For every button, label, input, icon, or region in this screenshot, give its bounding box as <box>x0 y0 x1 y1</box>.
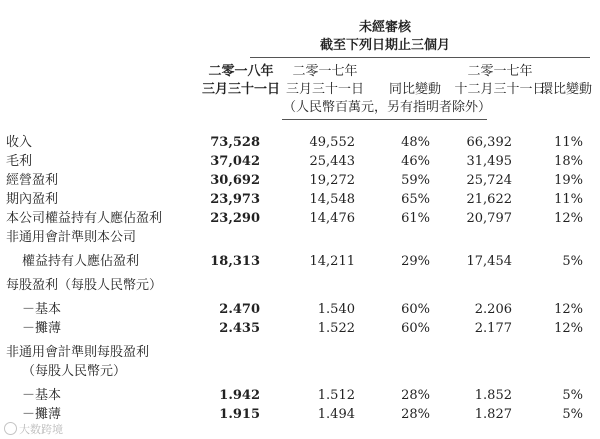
row-label: 非通用會計準則每股盈利 <box>6 345 150 360</box>
table-title: 未經審核 <box>358 20 411 35</box>
cell-c2: 49,552 <box>309 135 355 150</box>
cell-c1: 23,973 <box>210 192 260 207</box>
cell-c5: 11% <box>554 135 583 150</box>
cell-c1: 37,042 <box>210 154 260 169</box>
cell-c3: 28% <box>401 388 430 403</box>
row-label: 非通用會計準則本公司 <box>6 230 137 245</box>
cell-c4: 1.852 <box>474 388 512 403</box>
row-label: －基本 <box>22 302 62 317</box>
cell-c4: 31,495 <box>466 154 512 169</box>
cell-c1: 2.435 <box>219 321 260 336</box>
cell-c3: 28% <box>401 407 430 422</box>
cell-c1: 1.942 <box>219 388 260 403</box>
row-label: （每股人民幣元） <box>22 364 127 379</box>
cell-c5: 18% <box>554 154 583 169</box>
cell-c1: 2.470 <box>219 302 260 317</box>
cell-c2: 1.494 <box>317 407 355 422</box>
col4-header-line1: 二零一七年 <box>467 64 533 79</box>
cell-c3: 60% <box>401 321 430 336</box>
col2-header-line1: 二零一七年 <box>292 64 358 79</box>
cell-c5: 5% <box>562 388 583 403</box>
cell-c1: 18,313 <box>210 254 260 269</box>
cell-c4: 1.827 <box>474 407 512 422</box>
unit-rule <box>282 119 487 120</box>
cell-c4: 25,724 <box>466 173 512 188</box>
cell-c2: 14,548 <box>309 192 355 207</box>
cell-c5: 12% <box>554 321 583 336</box>
row-label: 經營盈利 <box>6 173 59 188</box>
cell-c5: 19% <box>554 173 583 188</box>
unit-note: （人民幣百萬元，另有指明者除外） <box>282 100 491 115</box>
watermark-text: 大数跨境 <box>19 423 63 436</box>
cell-c2: 19,272 <box>309 173 355 188</box>
row-label: －基本 <box>22 388 62 403</box>
col2-header-line2: 三月三十一日 <box>285 82 364 97</box>
cell-c3: 61% <box>401 211 430 226</box>
row-label: 權益持有人應佔盈利 <box>22 254 140 269</box>
col3-header: 同比變動 <box>388 82 441 97</box>
cell-c3: 60% <box>401 302 430 317</box>
cell-c1: 30,692 <box>210 173 260 188</box>
cell-c5: 11% <box>554 192 583 207</box>
cell-c4: 66,392 <box>466 135 512 150</box>
table-period: 截至下列日期止三個月 <box>319 38 450 53</box>
row-label: －攤薄 <box>22 321 62 336</box>
cell-c3: 48% <box>401 135 430 150</box>
header-rule <box>250 57 590 58</box>
cell-c2: 25,443 <box>309 154 355 169</box>
cell-c2: 14,211 <box>309 254 355 269</box>
cell-c1: 1.915 <box>219 407 260 422</box>
cell-c4: 20,797 <box>466 211 512 226</box>
cell-c2: 1.522 <box>317 321 355 336</box>
cell-c3: 46% <box>401 154 430 169</box>
cell-c1: 73,528 <box>210 135 260 150</box>
cell-c3: 59% <box>401 173 430 188</box>
row-label: 期內盈利 <box>6 192 59 207</box>
row-label: 收入 <box>6 135 33 150</box>
row-label: 本公司權益持有人應佔盈利 <box>6 211 163 226</box>
col1-header-line1: 二零一八年 <box>208 64 274 79</box>
watermark-logo-icon <box>4 422 17 435</box>
cell-c3: 65% <box>401 192 430 207</box>
row-label: 每股盈利（每股人民幣元） <box>6 278 163 293</box>
cell-c4: 17,454 <box>466 254 512 269</box>
cell-c4: 21,622 <box>466 192 512 207</box>
cell-c5: 5% <box>562 407 583 422</box>
cell-c5: 12% <box>554 302 583 317</box>
cell-c2: 1.540 <box>317 302 355 317</box>
cell-c4: 2.206 <box>474 302 512 317</box>
cell-c2: 14,476 <box>309 211 355 226</box>
cell-c2: 1.512 <box>317 388 355 403</box>
col1-header-line2: 三月三十一日 <box>201 82 280 97</box>
row-label: 毛利 <box>6 154 33 169</box>
col5-header: 環比變動 <box>539 82 592 97</box>
cell-c4: 2.177 <box>474 321 512 336</box>
row-label: －攤薄 <box>22 407 62 422</box>
col4-header-line2: 十二月三十一日 <box>454 82 546 97</box>
watermark <box>4 422 63 437</box>
cell-c1: 23,290 <box>210 211 260 226</box>
cell-c5: 5% <box>562 254 583 269</box>
cell-c3: 29% <box>401 254 430 269</box>
cell-c5: 12% <box>554 211 583 226</box>
